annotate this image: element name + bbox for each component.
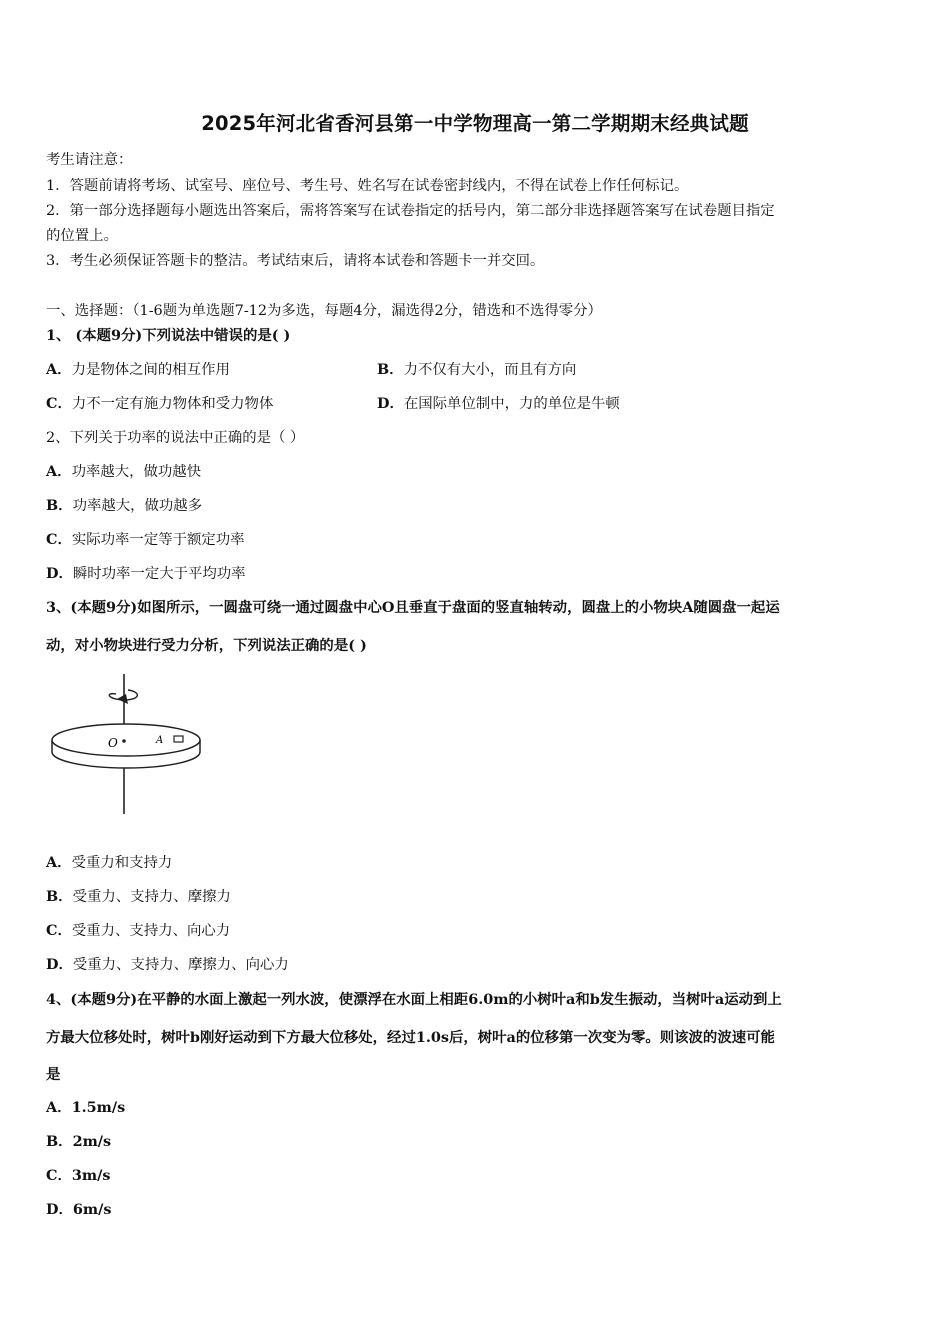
option-letter: D． (46, 956, 73, 973)
option-text: 实际功率一定等于额定功率 (71, 532, 245, 548)
option-letter: B． (46, 497, 73, 514)
option-text: 受重力、支持力、摩擦力 (72, 889, 231, 905)
option-text: 3m/s (71, 1167, 111, 1184)
question-1-option-c (46, 394, 273, 414)
option-text: 1.5m/s (71, 1099, 126, 1116)
question-3-option-c (46, 921, 230, 941)
option-text: 功率越大，做功越多 (72, 498, 203, 514)
notice-item-2: 2．第一部分选择题每小题选出答案后，需将答案写在试卷指定的括号内，第二部分非选择题答案写在试卷题目指定 (46, 203, 775, 219)
question-3-option-a (46, 853, 172, 873)
notice-item-2-cont: 的位置上。 (46, 228, 118, 244)
option-letter: B． (377, 361, 404, 378)
option-text: 在国际单位制中，力的单位是牛顿 (403, 396, 620, 412)
question-1-stem: 1、 (本题9分)下列说法中错误的是( ) (46, 327, 291, 344)
rotating-disc-figure (44, 668, 209, 818)
notice-item-3: 3．考生必须保证答题卡的整洁。考试结束后，请将本试卷和答题卡一并交回。 (46, 253, 545, 269)
question-4-option-a (46, 1098, 125, 1118)
option-letter: D． (377, 395, 404, 412)
question-2-option-d (46, 564, 246, 584)
option-text: 力不仅有大小，而且有方向 (403, 362, 577, 378)
question-3-option-d (46, 955, 289, 975)
rotation-arrowhead-icon (117, 694, 128, 704)
question-2-option-c (46, 530, 245, 550)
option-text: 受重力、支持力、向心力 (71, 923, 231, 939)
option-text: 受重力、支持力、摩擦力、向心力 (72, 957, 289, 973)
option-text: 受重力和支持力 (71, 855, 173, 871)
option-letter: A． (46, 463, 72, 480)
option-letter: D． (46, 1201, 73, 1218)
question-4-stem-line-1: 4、(本题9分)在平静的水面上激起一列水波，使漂浮在水面上相距6.0m的小树叶a和b发生振动，当树叶a运动到上 (46, 991, 782, 1008)
page-title: 2025年河北省香河县第一中学物理高一第二学期期末经典试题 (201, 112, 749, 135)
question-2-option-b (46, 496, 202, 516)
question-3-stem-line-2: 动，对小物块进行受力分析，下列说法正确的是( ) (46, 637, 367, 654)
section-heading: 一、选择题：（1-6题为单选题7-12为多选，每题4分，漏选得2分，错选和不选得零分） (46, 303, 602, 319)
option-letter: D． (46, 565, 73, 582)
option-letter: A． (46, 854, 72, 871)
option-letter: C． (46, 395, 72, 412)
question-3-stem-line-1: 3、(本题9分)如图所示，一圆盘可绕一通过圆盘中心O且垂直于盘面的竖直轴转动，圆盘上的小物块A随圆盘一起运 (46, 599, 780, 616)
option-letter: B． (46, 1133, 73, 1150)
center-label: O (108, 736, 118, 750)
option-text: 6m/s (72, 1201, 112, 1218)
question-1-option-b (377, 360, 576, 380)
block-label: A (156, 735, 164, 746)
option-letter: C． (46, 1167, 72, 1184)
question-4-option-b (46, 1132, 111, 1152)
option-letter: B． (46, 888, 73, 905)
option-text: 瞬时功率一定大于平均功率 (72, 566, 246, 582)
question-2-stem: 2、下列关于功率的说法中正确的是（ ） (46, 430, 305, 446)
question-2-option-a (46, 462, 201, 482)
question-4-option-d (46, 1200, 111, 1220)
question-4-stem-line-2: 方最大位移处时，树叶b刚好运动到下方最大位移处，经过1.0s后，树叶a的位移第一次变为零。则该波的波速可能 (46, 1029, 775, 1046)
question-3-option-b (46, 887, 231, 907)
question-1-option-a (46, 360, 230, 380)
notice-heading: 考生请注意： (46, 152, 133, 168)
option-text: 功率越大，做功越快 (71, 464, 202, 480)
option-letter: A． (46, 361, 72, 378)
center-dot (122, 739, 126, 743)
block-icon (174, 736, 183, 742)
option-text: 2m/s (72, 1133, 112, 1150)
question-4-stem-line-3: 是 (46, 1066, 61, 1083)
option-letter: C． (46, 922, 72, 939)
option-text: 力是物体之间的相互作用 (71, 362, 230, 378)
option-letter: A． (46, 1099, 72, 1116)
notice-item-1: 1．答题前请将考场、试室号、座位号、考生号、姓名写在试卷密封线内，不得在试卷上作任何标记。 (46, 178, 689, 194)
option-text: 力不一定有施力物体和受力物体 (71, 396, 274, 412)
question-1-option-d (377, 394, 620, 414)
question-4-option-c (46, 1166, 110, 1186)
option-letter: C． (46, 531, 72, 548)
